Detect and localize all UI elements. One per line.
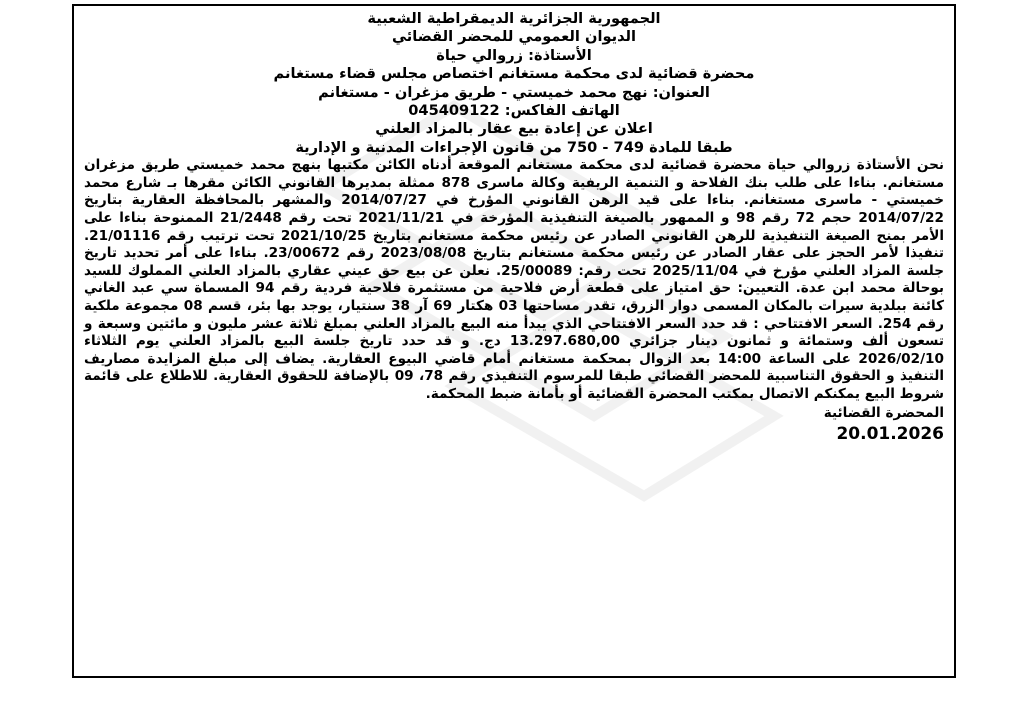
notice-frame: [72, 4, 956, 678]
notice-title: اعلان عن إعادة بيع عقار بالمزاد العلني: [375, 120, 653, 138]
notice-date: 20.01.2026: [836, 423, 944, 444]
legal-basis: طبقا للمادة 749 - 750 من قانون الإجراءات المدنية و الإدارية: [295, 138, 733, 156]
office-heading: الديوان العمومي للمحضر القضائي: [392, 28, 636, 46]
republic-heading: الجمهورية الجزائرية الديمقراطية الشعبية: [367, 10, 661, 27]
jurisdiction-line: محضرة قضائية لدى محكمة مستغانم اختصاص مجلس قضاء مستغانم: [273, 65, 755, 83]
signoff: المحضرة القضائية: [823, 404, 944, 421]
notice-content: [84, 10, 944, 445]
notice-body: نحن الأستاذة زروالي حياة محضرة قضائية لدى محكمة مستغانم الموقعة أدناه الكائن مكتبها بنهج محمد خميستي طريق مزغران مستغانم. بناءا على طلب بنك الفلاحة و التنمية الريفية وكالة ماسرى 878 ممثلة بمديرها القانوني الكائن مقرها بـ شارع محمد خميستي - ماسرى مستغانم. بناءا على قيد الرهن القانوني المؤرخ في 2014/07/27 والمشهر بالمحافظة العقارية بتاريخ 2014/07/22 حجم 72 رقم 98 و الممهور بالصيغة التنفيذية المؤرخة في 2021/11/21 تحت رقم 21/2448 الممنوحة بناءا على الأمر بمنح الصيغة التنفيذية للرهن القانوني الصادر عن رئيس محكمة مستغانم بتاريخ 2021/10/25 تحت ترتيب رقم 21/01116. تنفيذا لأمر الحجز على عقار الصادر عن رئيس محكمة مستغانم بتاريخ 2023/08/08 رقم 23/00672. بناءا على أمر تحديد تاريخ جلسة المزاد العلني مؤرخ في 2025/11/04 تحت رقم: 25/00089. نعلن عن بيع حق عيني عقاري بالمزاد العلني المملوك للسيد بوحالة محمد ابن عدة. التعيين: حق امتياز على قطعة أرض فلاحية من مستثمرة فلاحية فردية رقم 94 المسماة سي عبد الغاني كائنة ببلدية سيرات بالمكان المسمى دوار الزرق، تقدر مساحتها 03 هكتار 69 آر 38 سنتيار، يوجد بها بئر، قسم 08 مجموعة ملكية رقم 254. السعر الافتتاحي : قد حدد السعر الافتتاحي الذي يبدأ منه البيع بالمزاد العلني بمبلغ ثلاثة عشر مليون و مائتين وسبعة و تسعون ألف وستمائة و ثمانون دينار جزائري 13.297.680,00 دج. و قد حدد تاريخ جلسة البيع بالمزاد العلني يوم الثلاثاء 2026/02/10 على الساعة 14:00 بعد الزوال بمحكمة مستغانم أمام قاضي البيوع العقارية. يضاف إلى مبلغ المزايدة مصاريف التنفيذ و الحقوق التناسبية للمحضر القضائي طبقا للمرسوم التنفيذي رقم 78، 09 بالإضافة للحقوق العقارية. للاطلاع على قائمة شروط البيع يمكنكم الاتصال بمكتب المحضرة القضائية أو بأمانة ضبط المحكمة.: [84, 157, 945, 402]
bailiff-name: الأستاذة: زروالي حياة: [436, 46, 592, 64]
address-line: العنوان: نهج محمد خميستي - طريق مزغران - مستغانم: [318, 83, 710, 101]
phone-fax-line: الهاتف الفاكس: 045409122: [408, 102, 620, 120]
